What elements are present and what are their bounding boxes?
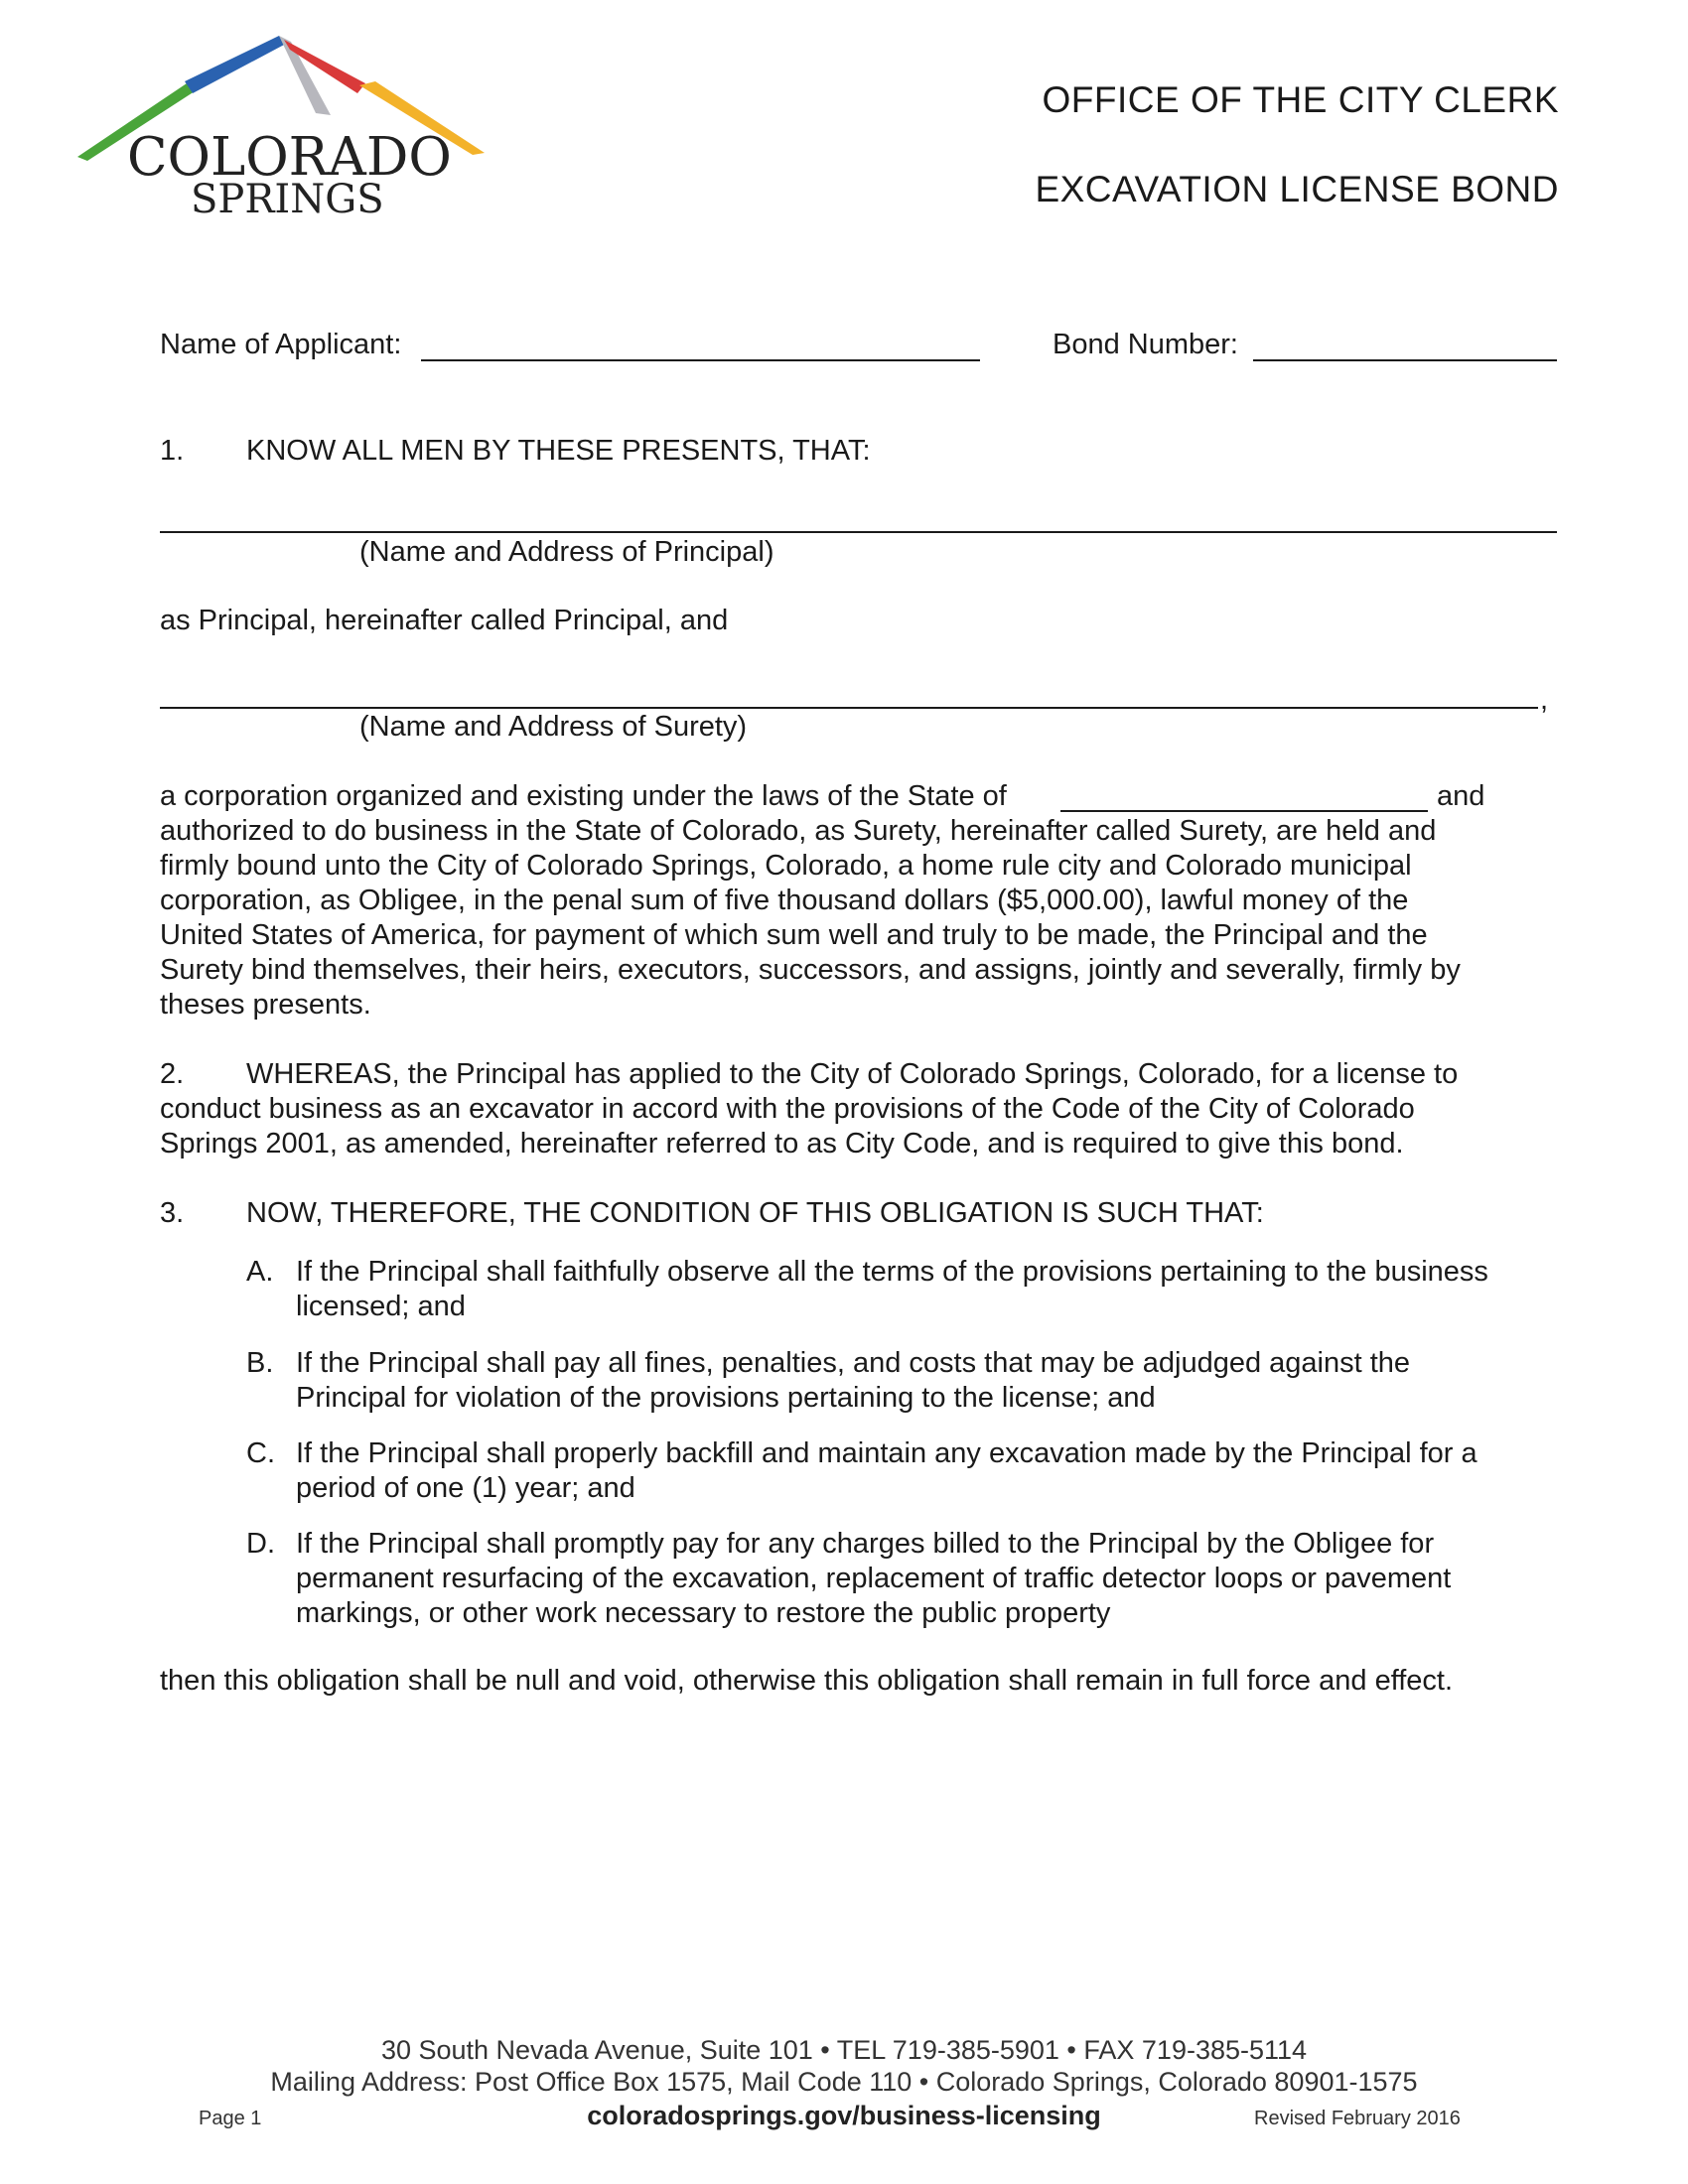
surety-caption: (Name and Address of Surety) [359,711,748,743]
principal-caption: (Name and Address of Principal) [359,536,774,568]
surety-comma: , [1540,684,1549,716]
document-title: EXCAVATION LICENSE BOND [1035,169,1559,209]
corp-line-end: and [1437,780,1485,812]
section1-number: 1. [160,435,185,467]
footer-address: 30 South Nevada Avenue, Suite 101 • TEL 719-385-5901 • FAX 719-385-5114 [380,2035,1308,2065]
condition-text [296,1436,1557,1506]
state-field[interactable] [1060,810,1428,812]
section2-body [160,1092,1550,1161]
section2-line1: WHEREAS, the Principal has applied to the City of Colorado Springs, Colorado, for a license to [246,1058,1459,1090]
condition-line: markings, or other work necessary to restore the public property [296,1597,1111,1629]
body-line: firmly bound unto the City of Colorado Springs, Colorado, a home rule city and Colorado municipal [160,850,1412,882]
condition-line: period of one (1) year; and [296,1472,635,1504]
body-line: United States of America, for payment of which sum well and truly to be made, the Principal and the [160,919,1428,951]
condition-line: permanent resurfacing of the excavation, replacement of traffic detector loops or pavement [296,1563,1452,1594]
as-principal-text: as Principal, hereinafter called Principal, and [160,605,729,636]
condition-letter: A. [246,1256,274,1288]
office-heading: OFFICE OF THE CITY CLERK [1042,79,1559,120]
condition-letter: D. [246,1528,275,1560]
section2-number: 2. [160,1058,185,1090]
section1-heading: KNOW ALL MEN BY THESE PRESENTS, THAT: [246,435,871,467]
condition-text [296,1527,1557,1631]
logo-blue-stroke [185,36,286,93]
corp-line-start: a corporation organized and existing under the laws of the State of [160,780,1007,812]
condition-letter: B. [246,1347,274,1379]
condition-line: If the Principal shall faithfully observe all the terms of the provisions pertaining to the business [296,1256,1488,1288]
body-line: authorized to do business in the State of Colorado, as Surety, hereinafter called Surety, are held and [160,815,1437,847]
principal-field[interactable] [160,531,1557,533]
condition-text [296,1255,1557,1324]
footer-mailing: Mailing Address: Post Office Box 1575, Mail Code 110 • Colorado Springs, Colorado 80901-1575 [270,2067,1418,2097]
condition-line: licensed; and [296,1291,466,1322]
condition-line: If the Principal shall promptly pay for any charges billed to the Principal by the Obligee for [296,1528,1435,1560]
applicant-label: Name of Applicant: [160,329,402,360]
logo-line2: SPRINGS [191,177,384,222]
condition-text [296,1346,1557,1416]
applicant-field[interactable] [421,359,980,361]
bond-number-label: Bond Number: [1053,329,1238,360]
bond-number-field[interactable] [1253,359,1557,361]
logo-line1: COLORADO [127,127,452,188]
closing-text: then this obligation shall be null and void, otherwise this obligation shall remain in full force and effect. [160,1665,1454,1697]
section3-number: 3. [160,1197,185,1229]
condition-letter: C. [246,1437,275,1469]
condition-line: If the Principal shall pay all fines, penalties, and costs that may be adjudged against the [296,1347,1411,1379]
logo-gray-stroke [279,36,331,115]
body-line: theses presents. [160,989,371,1021]
body-line: Surety bind themselves, their heirs, executors, successors, and assigns, jointly and severally, firmly by [160,954,1461,986]
body-line: conduct business as an excavator in accord with the provisions of the Code of the City of Colorado [160,1093,1415,1125]
condition-line: If the Principal shall properly backfill and maintain any excavation made by the Principal for a [296,1437,1477,1469]
revised-date: Revised February 2016 [1254,2108,1461,2129]
section1-body [160,814,1550,1023]
surety-field[interactable] [160,707,1538,709]
page-number: Page 1 [199,2108,262,2129]
website-link[interactable]: coloradosprings.gov/business-licensing [587,2101,1101,2130]
body-line: Springs 2001, as amended, hereinafter referred to as City Code, and is required to give this bond. [160,1128,1404,1160]
condition-line: Principal for violation of the provisions pertaining to the license; and [296,1382,1156,1414]
body-line: corporation, as Obligee, in the penal sum of five thousand dollars ($5,000.00), lawful money of the [160,885,1409,916]
section3-heading: NOW, THEREFORE, THE CONDITION OF THIS OBLIGATION IS SUCH THAT: [246,1197,1264,1229]
